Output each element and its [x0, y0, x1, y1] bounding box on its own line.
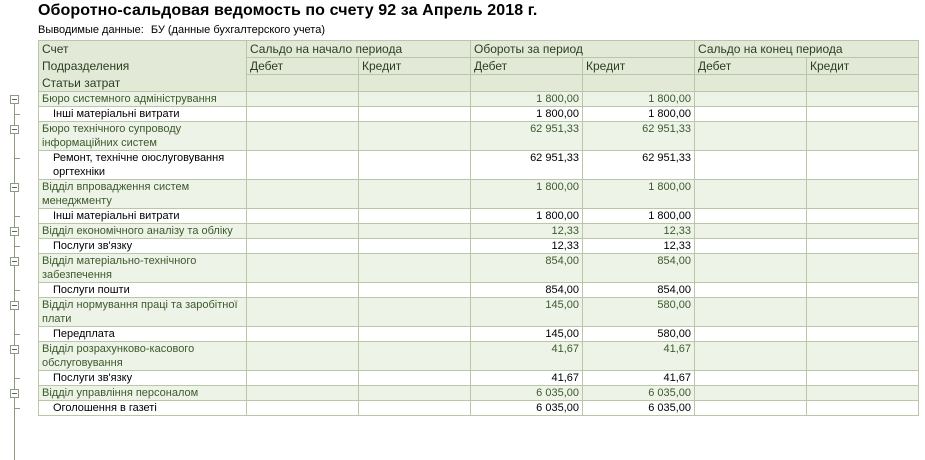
turnover-debit-cell[interactable]: 6 035,00: [471, 401, 583, 416]
subdivision-name[interactable]: Відділ впровадження систем менеджменту: [39, 180, 247, 209]
collapse-icon[interactable]: [10, 257, 19, 266]
report-title: Оборотно-сальдовая ведомость по счету 92 за Апрель 2018 г.: [38, 2, 538, 19]
collapse-icon[interactable]: [10, 227, 19, 236]
table-row[interactable]: [39, 239, 919, 254]
turnover-debit-cell[interactable]: 145,00: [471, 298, 583, 327]
turnover-debit-cell[interactable]: 62 951,33: [471, 122, 583, 151]
data-source-value[interactable]: БУ (данные бухгалтерского учета): [150, 24, 326, 36]
report-settings-line: [38, 24, 325, 36]
column-header-opening-balance[interactable]: Сальдо на начало периода: [247, 41, 471, 58]
column-header-account[interactable]: Счет: [39, 41, 247, 58]
subdivision-name[interactable]: Відділ нормування праці та заробітної плати: [39, 298, 247, 327]
cost-item-name[interactable]: Інші матеріальні витрати: [39, 107, 247, 122]
report-table: [38, 40, 919, 416]
tree-branch: [14, 378, 20, 379]
collapse-icon[interactable]: [10, 301, 19, 310]
collapse-icon[interactable]: [10, 345, 19, 354]
turnover-credit-cell[interactable]: 1 800,00: [583, 107, 695, 122]
table-row[interactable]: [39, 107, 919, 122]
table-row[interactable]: [39, 327, 919, 342]
turnover-debit-cell[interactable]: 12,33: [471, 224, 583, 239]
column-header-closing-credit[interactable]: Кредит: [807, 58, 919, 75]
column-header-closing-debit[interactable]: Дебет: [695, 58, 807, 75]
table-row[interactable]: [39, 254, 919, 283]
cost-item-name[interactable]: Оголошення в газеті: [39, 401, 247, 416]
column-header-subdivision[interactable]: Подразделения: [39, 58, 247, 75]
column-header-cost-items[interactable]: Статьи затрат: [39, 75, 247, 92]
table-row[interactable]: [39, 224, 919, 239]
subdivision-name[interactable]: Відділ розрахунково-касового обслуговування: [39, 342, 247, 371]
turnover-credit-cell[interactable]: 580,00: [583, 327, 695, 342]
tree-branch: [14, 290, 20, 291]
subdivision-name[interactable]: Відділ управління персоналом: [39, 386, 247, 401]
subdivision-name[interactable]: Відділ економічного аналізу та обліку: [39, 224, 247, 239]
table-row[interactable]: [39, 151, 919, 180]
turnover-debit-cell[interactable]: 1 800,00: [471, 209, 583, 224]
collapse-icon[interactable]: [10, 125, 19, 134]
turnover-debit-cell[interactable]: 854,00: [471, 283, 583, 298]
turnover-debit-cell[interactable]: 41,67: [471, 371, 583, 386]
turnover-debit-cell[interactable]: 854,00: [471, 254, 583, 283]
turnover-credit-cell[interactable]: 854,00: [583, 254, 695, 283]
table-row[interactable]: [39, 92, 919, 107]
turnover-debit-cell[interactable]: 1 800,00: [471, 92, 583, 107]
subdivision-name[interactable]: Бюро технічного супроводу інформаційних систем: [39, 122, 247, 151]
tree-line: [14, 100, 15, 460]
table-row[interactable]: [39, 342, 919, 371]
turnover-credit-cell[interactable]: 62 951,33: [583, 151, 695, 180]
turnover-credit-cell[interactable]: 62 951,33: [583, 122, 695, 151]
turnover-debit-cell[interactable]: 62 951,33: [471, 151, 583, 180]
column-header-turnover[interactable]: Обороты за период: [471, 41, 695, 58]
turnover-credit-cell[interactable]: 1 800,00: [583, 92, 695, 107]
tree-branch: [14, 408, 20, 409]
table-row[interactable]: [39, 386, 919, 401]
subdivision-name[interactable]: Відділ матеріально-технічного забезпечення: [39, 254, 247, 283]
column-header-turnover-credit[interactable]: Кредит: [583, 58, 695, 75]
tree-gutter: [0, 40, 38, 420]
column-header-turnover-debit[interactable]: Дебет: [471, 58, 583, 75]
tree-branch: [14, 158, 20, 159]
cost-item-name[interactable]: Інші матеріальні витрати: [39, 209, 247, 224]
turnover-debit-cell[interactable]: 1 800,00: [471, 180, 583, 209]
table-row[interactable]: [39, 401, 919, 416]
turnover-debit-cell[interactable]: 145,00: [471, 327, 583, 342]
turnover-credit-cell[interactable]: 6 035,00: [583, 401, 695, 416]
turnover-credit-cell[interactable]: 12,33: [583, 239, 695, 254]
cost-item-name[interactable]: Передплата: [39, 327, 247, 342]
data-source-label: Выводимые данные:: [38, 24, 144, 36]
table-row[interactable]: [39, 298, 919, 327]
turnover-credit-cell[interactable]: 6 035,00: [583, 386, 695, 401]
turnover-credit-cell[interactable]: 12,33: [583, 224, 695, 239]
column-header-opening-debit[interactable]: Дебет: [247, 58, 359, 75]
tree-branch: [14, 216, 20, 217]
cost-item-name[interactable]: Послуги пошти: [39, 283, 247, 298]
table-row[interactable]: [39, 209, 919, 224]
turnover-credit-cell[interactable]: 1 800,00: [583, 209, 695, 224]
column-header-opening-credit[interactable]: Кредит: [359, 58, 471, 75]
turnover-credit-cell[interactable]: 41,67: [583, 342, 695, 371]
table-row[interactable]: [39, 122, 919, 151]
collapse-icon[interactable]: [10, 183, 19, 192]
cost-item-name[interactable]: Послуги зв'язку: [39, 239, 247, 254]
table-row[interactable]: [39, 180, 919, 209]
column-header-closing-balance[interactable]: Сальдо на конец периода: [695, 41, 919, 58]
collapse-icon[interactable]: [10, 389, 19, 398]
tree-branch: [14, 334, 20, 335]
collapse-icon[interactable]: [10, 95, 19, 104]
table-row[interactable]: [39, 283, 919, 298]
subdivision-name[interactable]: Бюро системного адміністрування: [39, 92, 247, 107]
turnover-debit-cell[interactable]: 1 800,00: [471, 107, 583, 122]
turnover-credit-cell[interactable]: 41,67: [583, 371, 695, 386]
turnover-credit-cell[interactable]: 854,00: [583, 283, 695, 298]
cost-item-name[interactable]: Послуги зв'язку: [39, 371, 247, 386]
turnover-debit-cell[interactable]: 12,33: [471, 239, 583, 254]
table-row[interactable]: [39, 371, 919, 386]
turnover-credit-cell[interactable]: 580,00: [583, 298, 695, 327]
turnover-credit-cell[interactable]: 1 800,00: [583, 180, 695, 209]
tree-branch: [14, 114, 20, 115]
cost-item-name[interactable]: Ремонт, технічне оюслуговування оргтехніки: [39, 151, 247, 180]
report-table-container: [38, 40, 918, 416]
tree-branch: [14, 246, 20, 247]
turnover-debit-cell[interactable]: 6 035,00: [471, 386, 583, 401]
turnover-debit-cell[interactable]: 41,67: [471, 342, 583, 371]
